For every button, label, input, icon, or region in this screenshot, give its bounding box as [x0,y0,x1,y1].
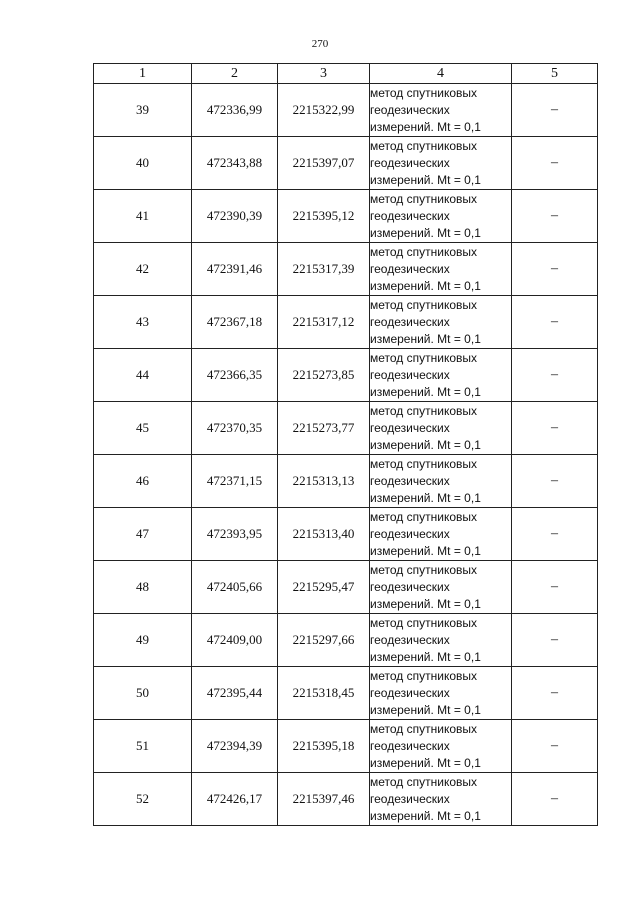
method-line: метод спутниковых [370,403,478,418]
table-row [94,667,598,720]
method-line: метод спутниковых [370,456,478,471]
table-row [94,190,598,243]
method-line: измерений. Mt = 0,1 [370,278,481,293]
note-cell: – [512,455,598,508]
method-line: измерений. Mt = 0,1 [370,649,481,664]
method-line: геодезических [370,261,450,276]
note-cell: – [512,614,598,667]
method-cell [370,667,512,720]
method-line: метод спутниковых [370,191,478,206]
table-row [94,84,598,137]
method-line: метод спутниковых [370,297,478,312]
y-coordinate-cell: 2215273,77 [278,402,370,455]
header-row [94,64,598,84]
x-coordinate-cell: 472394,39 [192,720,278,773]
method-line: метод спутниковых [370,721,478,736]
note-cell: – [512,402,598,455]
x-coordinate-cell: 472409,00 [192,614,278,667]
method-line: геодезических [370,102,450,117]
method-line: измерений. Mt = 0,1 [370,702,481,717]
method-line: измерений. Mt = 0,1 [370,172,481,187]
method-line: метод спутниковых [370,85,478,100]
point-number-cell: 50 [94,667,192,720]
table-body [94,84,598,826]
method-line: измерений. Mt = 0,1 [370,384,481,399]
table-row [94,773,598,826]
method-line: метод спутниковых [370,244,478,259]
y-coordinate-cell: 2215395,12 [278,190,370,243]
page-number: 270 [311,38,329,50]
method-line: метод спутниковых [370,138,478,153]
table-row [94,296,598,349]
method-line: геодезических [370,314,450,329]
y-coordinate-cell: 2215273,85 [278,349,370,402]
x-coordinate-cell: 472395,44 [192,667,278,720]
x-coordinate-cell: 472366,35 [192,349,278,402]
note-cell: – [512,508,598,561]
header-cell-4: 4 [370,64,512,84]
x-coordinate-cell: 472343,88 [192,137,278,190]
method-cell [370,190,512,243]
point-number-cell: 51 [94,720,192,773]
method-line: метод спутниковых [370,668,478,683]
x-coordinate-cell: 472426,17 [192,773,278,826]
table-row [94,243,598,296]
table-row [94,561,598,614]
note-cell: – [512,190,598,243]
method-line: геодезических [370,632,450,647]
method-line: измерений. Mt = 0,1 [370,331,481,346]
method-line: геодезических [370,791,450,806]
y-coordinate-cell: 2215318,45 [278,667,370,720]
method-line: измерений. Mt = 0,1 [370,755,481,770]
method-line: измерений. Mt = 0,1 [370,596,481,611]
point-number-cell: 42 [94,243,192,296]
x-coordinate-cell: 472370,35 [192,402,278,455]
header-cell-3: 3 [278,64,370,84]
method-line: измерений. Mt = 0,1 [370,119,481,134]
x-coordinate-cell: 472391,46 [192,243,278,296]
method-cell [370,773,512,826]
header-cell-5: 5 [512,64,598,84]
method-line: геодезических [370,367,450,382]
x-coordinate-cell: 472390,39 [192,190,278,243]
y-coordinate-cell: 2215313,13 [278,455,370,508]
method-cell [370,455,512,508]
x-coordinate-cell: 472371,15 [192,455,278,508]
note-cell: – [512,773,598,826]
note-cell: – [512,720,598,773]
coordinates-table [93,63,598,826]
method-cell [370,720,512,773]
method-line: измерений. Mt = 0,1 [370,808,481,823]
x-coordinate-cell: 472367,18 [192,296,278,349]
x-coordinate-cell: 472336,99 [192,84,278,137]
point-number-cell: 47 [94,508,192,561]
method-line: геодезических [370,208,450,223]
point-number-cell: 39 [94,84,192,137]
point-number-cell: 52 [94,773,192,826]
table-row [94,349,598,402]
table-row [94,720,598,773]
y-coordinate-cell: 2215317,39 [278,243,370,296]
note-cell: – [512,137,598,190]
method-cell [370,614,512,667]
note-cell: – [512,561,598,614]
method-cell [370,84,512,137]
note-cell: – [512,84,598,137]
y-coordinate-cell: 2215295,47 [278,561,370,614]
method-line: метод спутниковых [370,562,478,577]
y-coordinate-cell: 2215397,07 [278,137,370,190]
method-line: геодезических [370,738,450,753]
y-coordinate-cell: 2215322,99 [278,84,370,137]
method-line: геодезических [370,526,450,541]
note-cell: – [512,243,598,296]
y-coordinate-cell: 2215317,12 [278,296,370,349]
method-line: метод спутниковых [370,615,478,630]
point-number-cell: 45 [94,402,192,455]
table-row [94,508,598,561]
method-line: измерений. Mt = 0,1 [370,490,481,505]
x-coordinate-cell: 472393,95 [192,508,278,561]
method-cell [370,243,512,296]
x-coordinate-cell: 472405,66 [192,561,278,614]
method-line: геодезических [370,473,450,488]
method-cell [370,296,512,349]
y-coordinate-cell: 2215397,46 [278,773,370,826]
point-number-cell: 46 [94,455,192,508]
method-line: геодезических [370,155,450,170]
method-line: геодезических [370,579,450,594]
method-line: измерений. Mt = 0,1 [370,543,481,558]
method-cell [370,508,512,561]
header-cell-2: 2 [192,64,278,84]
table-header [94,64,598,84]
method-line: метод спутниковых [370,509,478,524]
method-line: геодезических [370,685,450,700]
note-cell: – [512,667,598,720]
method-cell [370,349,512,402]
y-coordinate-cell: 2215395,18 [278,720,370,773]
table-row [94,455,598,508]
method-line: метод спутниковых [370,350,478,365]
point-number-cell: 40 [94,137,192,190]
y-coordinate-cell: 2215297,66 [278,614,370,667]
method-line: геодезических [370,420,450,435]
point-number-cell: 41 [94,190,192,243]
table-row [94,402,598,455]
method-line: измерений. Mt = 0,1 [370,225,481,240]
note-cell: – [512,349,598,402]
table-row [94,614,598,667]
method-cell [370,561,512,614]
method-line: метод спутниковых [370,774,478,789]
y-coordinate-cell: 2215313,40 [278,508,370,561]
point-number-cell: 44 [94,349,192,402]
point-number-cell: 43 [94,296,192,349]
note-cell: – [512,296,598,349]
point-number-cell: 48 [94,561,192,614]
method-line: измерений. Mt = 0,1 [370,437,481,452]
table-row [94,137,598,190]
method-cell [370,137,512,190]
header-cell-1: 1 [94,64,192,84]
method-cell [370,402,512,455]
point-number-cell: 49 [94,614,192,667]
